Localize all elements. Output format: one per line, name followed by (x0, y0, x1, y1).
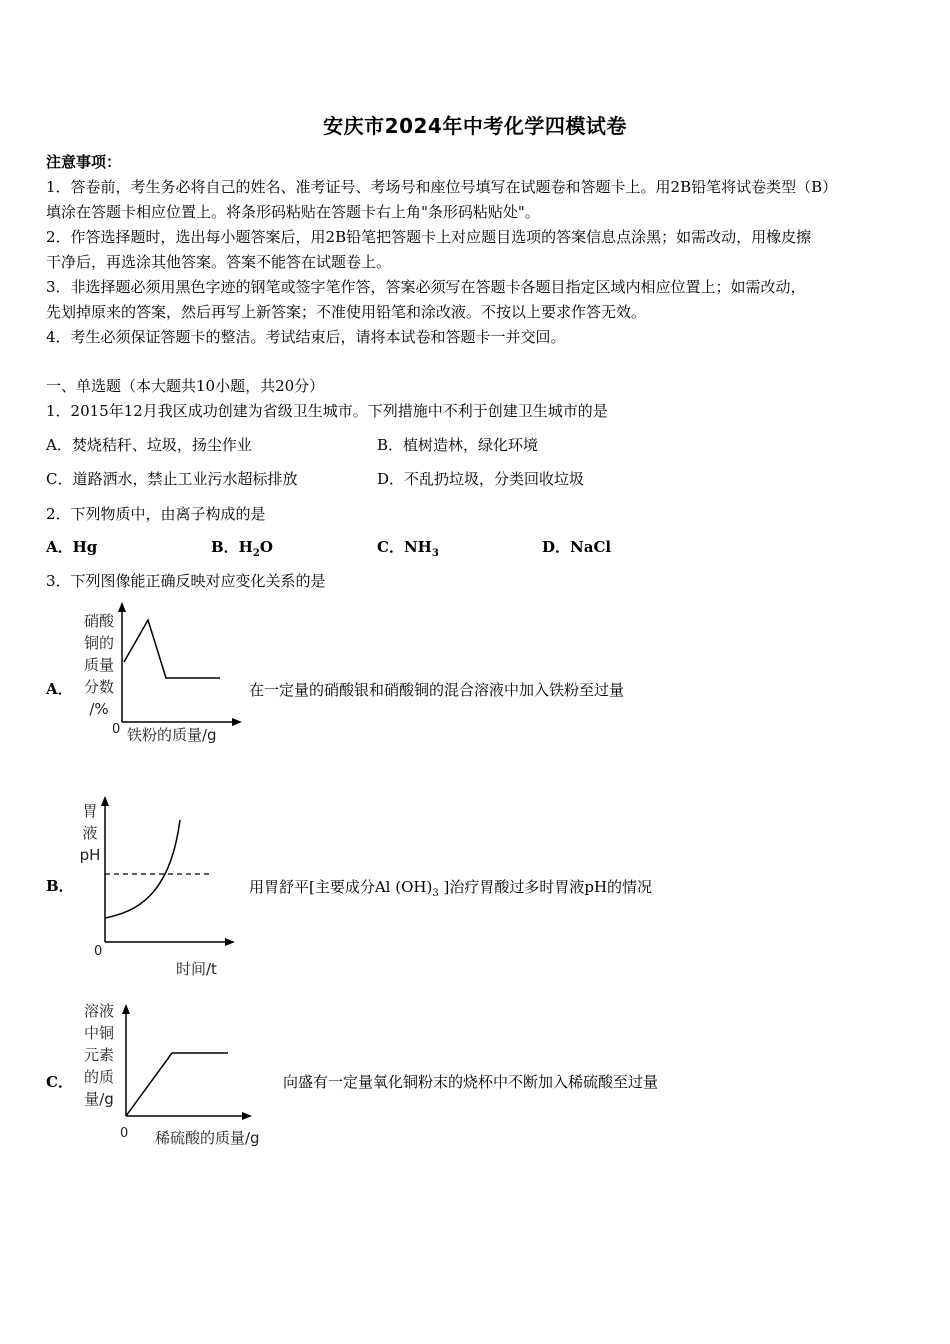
q3-option-b-label: B． (46, 877, 74, 895)
graph-c-xlabel: 稀硫酸的质量/g (155, 1129, 260, 1147)
graph-c-x-arrow (242, 1112, 252, 1120)
section-heading: 一、单选题（本大题共10小题，共20分） (46, 377, 325, 395)
graph-b-origin: 0 (94, 944, 103, 959)
q1-option-b: B．植树造林，绿化环境 (377, 436, 539, 454)
notice-line: 2．作答选择题时，选出每小题答案后，用2B铅笔把答题卡上对应题目选项的答案信息点涂黑；如需改动，用橡皮擦 (46, 228, 812, 246)
q3-option-b-desc: 用胃舒平[主要成分Al $(OH)_3$ ]治疗胃酸过多时胃液pH的情况 (249, 878, 653, 899)
graph-b-xlabel: 时间/t (176, 960, 217, 978)
graph-b-ylabel: 胃 液 pH (79, 802, 101, 864)
graph-a-xlabel: 铁粉的质量/g (127, 726, 217, 744)
graph-b-curve (105, 820, 180, 918)
q2-option-c: C．$NH_3$ (377, 538, 439, 559)
graph-b (95, 792, 245, 952)
q1-option-c: C．道路洒水，禁止工业污水超标排放 (46, 470, 298, 488)
graph-a-x-arrow (232, 718, 242, 726)
q2-option-d: D．NaCl (542, 538, 612, 556)
q1-option-a: A．焚烧秸秆、垃圾，扬尘作业 (46, 436, 252, 454)
graph-c-origin: 0 (120, 1126, 129, 1141)
q3-option-a-desc: 在一定量的硝酸银和硝酸铜的混合溶液中加入铁粉至过量 (249, 681, 625, 699)
notice-line: 填涂在答题卡相应位置上。将条形码粘贴在答题卡右上角"条形码粘贴处"。 (46, 203, 540, 221)
graph-c-curve (126, 1053, 228, 1116)
q2-option-a: A．Hg (46, 538, 98, 556)
q1-option-d: D．不乱扔垃圾，分类回收垃圾 (377, 470, 585, 488)
graph-b-x-arrow (225, 938, 235, 946)
q2-option-b: B．$H_2O$ (211, 538, 273, 559)
graph-b-y-arrow (101, 796, 109, 806)
question-1-stem: 1．2015年12月我区成功创建为省级卫生城市。下列措施中不利于创建卫生城市的是 (46, 402, 608, 420)
graph-a-curve (124, 620, 220, 678)
graph-c-ylabel: 溶液 中铜 元素 的质 量/g (83, 1002, 114, 1108)
notice-heading: 注意事项： (46, 153, 122, 171)
q3-option-a-label: A． (46, 680, 73, 698)
graph-a (100, 600, 250, 730)
question-2-stem: 2．下列物质中，由离子构成的是 (46, 505, 266, 523)
notice-line: 干净后，再选涂其他答案。答案不能答在试题卷上。 (46, 253, 392, 271)
q3-option-c-desc: 向盛有一定量氧化铜粉末的烧杯中不断加入稀硫酸至过量 (283, 1073, 659, 1091)
notice-line: 1．答卷前，考生务必将自己的姓名、准考证号、考场号和座位号填写在试题卷和答题卡上。用2B铅笔将试卷类型（B） (46, 178, 838, 196)
graph-a-ylabel: 硝酸 铜的 质量 分数 /% (83, 612, 114, 718)
question-3-stem: 3．下列图像能正确反映对应变化关系的是 (46, 572, 326, 590)
page-title: 安庆市2024年中考化学四模试卷 (323, 114, 627, 138)
notice-line: 4．考生必须保证答题卡的整洁。考试结束后，请将本试卷和答题卡一并交回。 (46, 328, 566, 346)
notice-line: 先划掉原来的答案，然后再写上新答案；不准使用铅笔和涂改液。不按以上要求作答无效。 (46, 303, 647, 321)
graph-c-y-arrow (122, 1004, 130, 1014)
notice-line: 3．非选择题必须用黑色字迹的钢笔或签字笔作答，答案必须写在答题卡各题目指定区域内相应位置上；如需改动， (46, 278, 806, 296)
graph-a-origin: 0 (112, 722, 121, 737)
graph-c (110, 1000, 260, 1125)
q3-option-c-label: C． (46, 1073, 73, 1091)
graph-a-y-arrow (118, 602, 126, 612)
